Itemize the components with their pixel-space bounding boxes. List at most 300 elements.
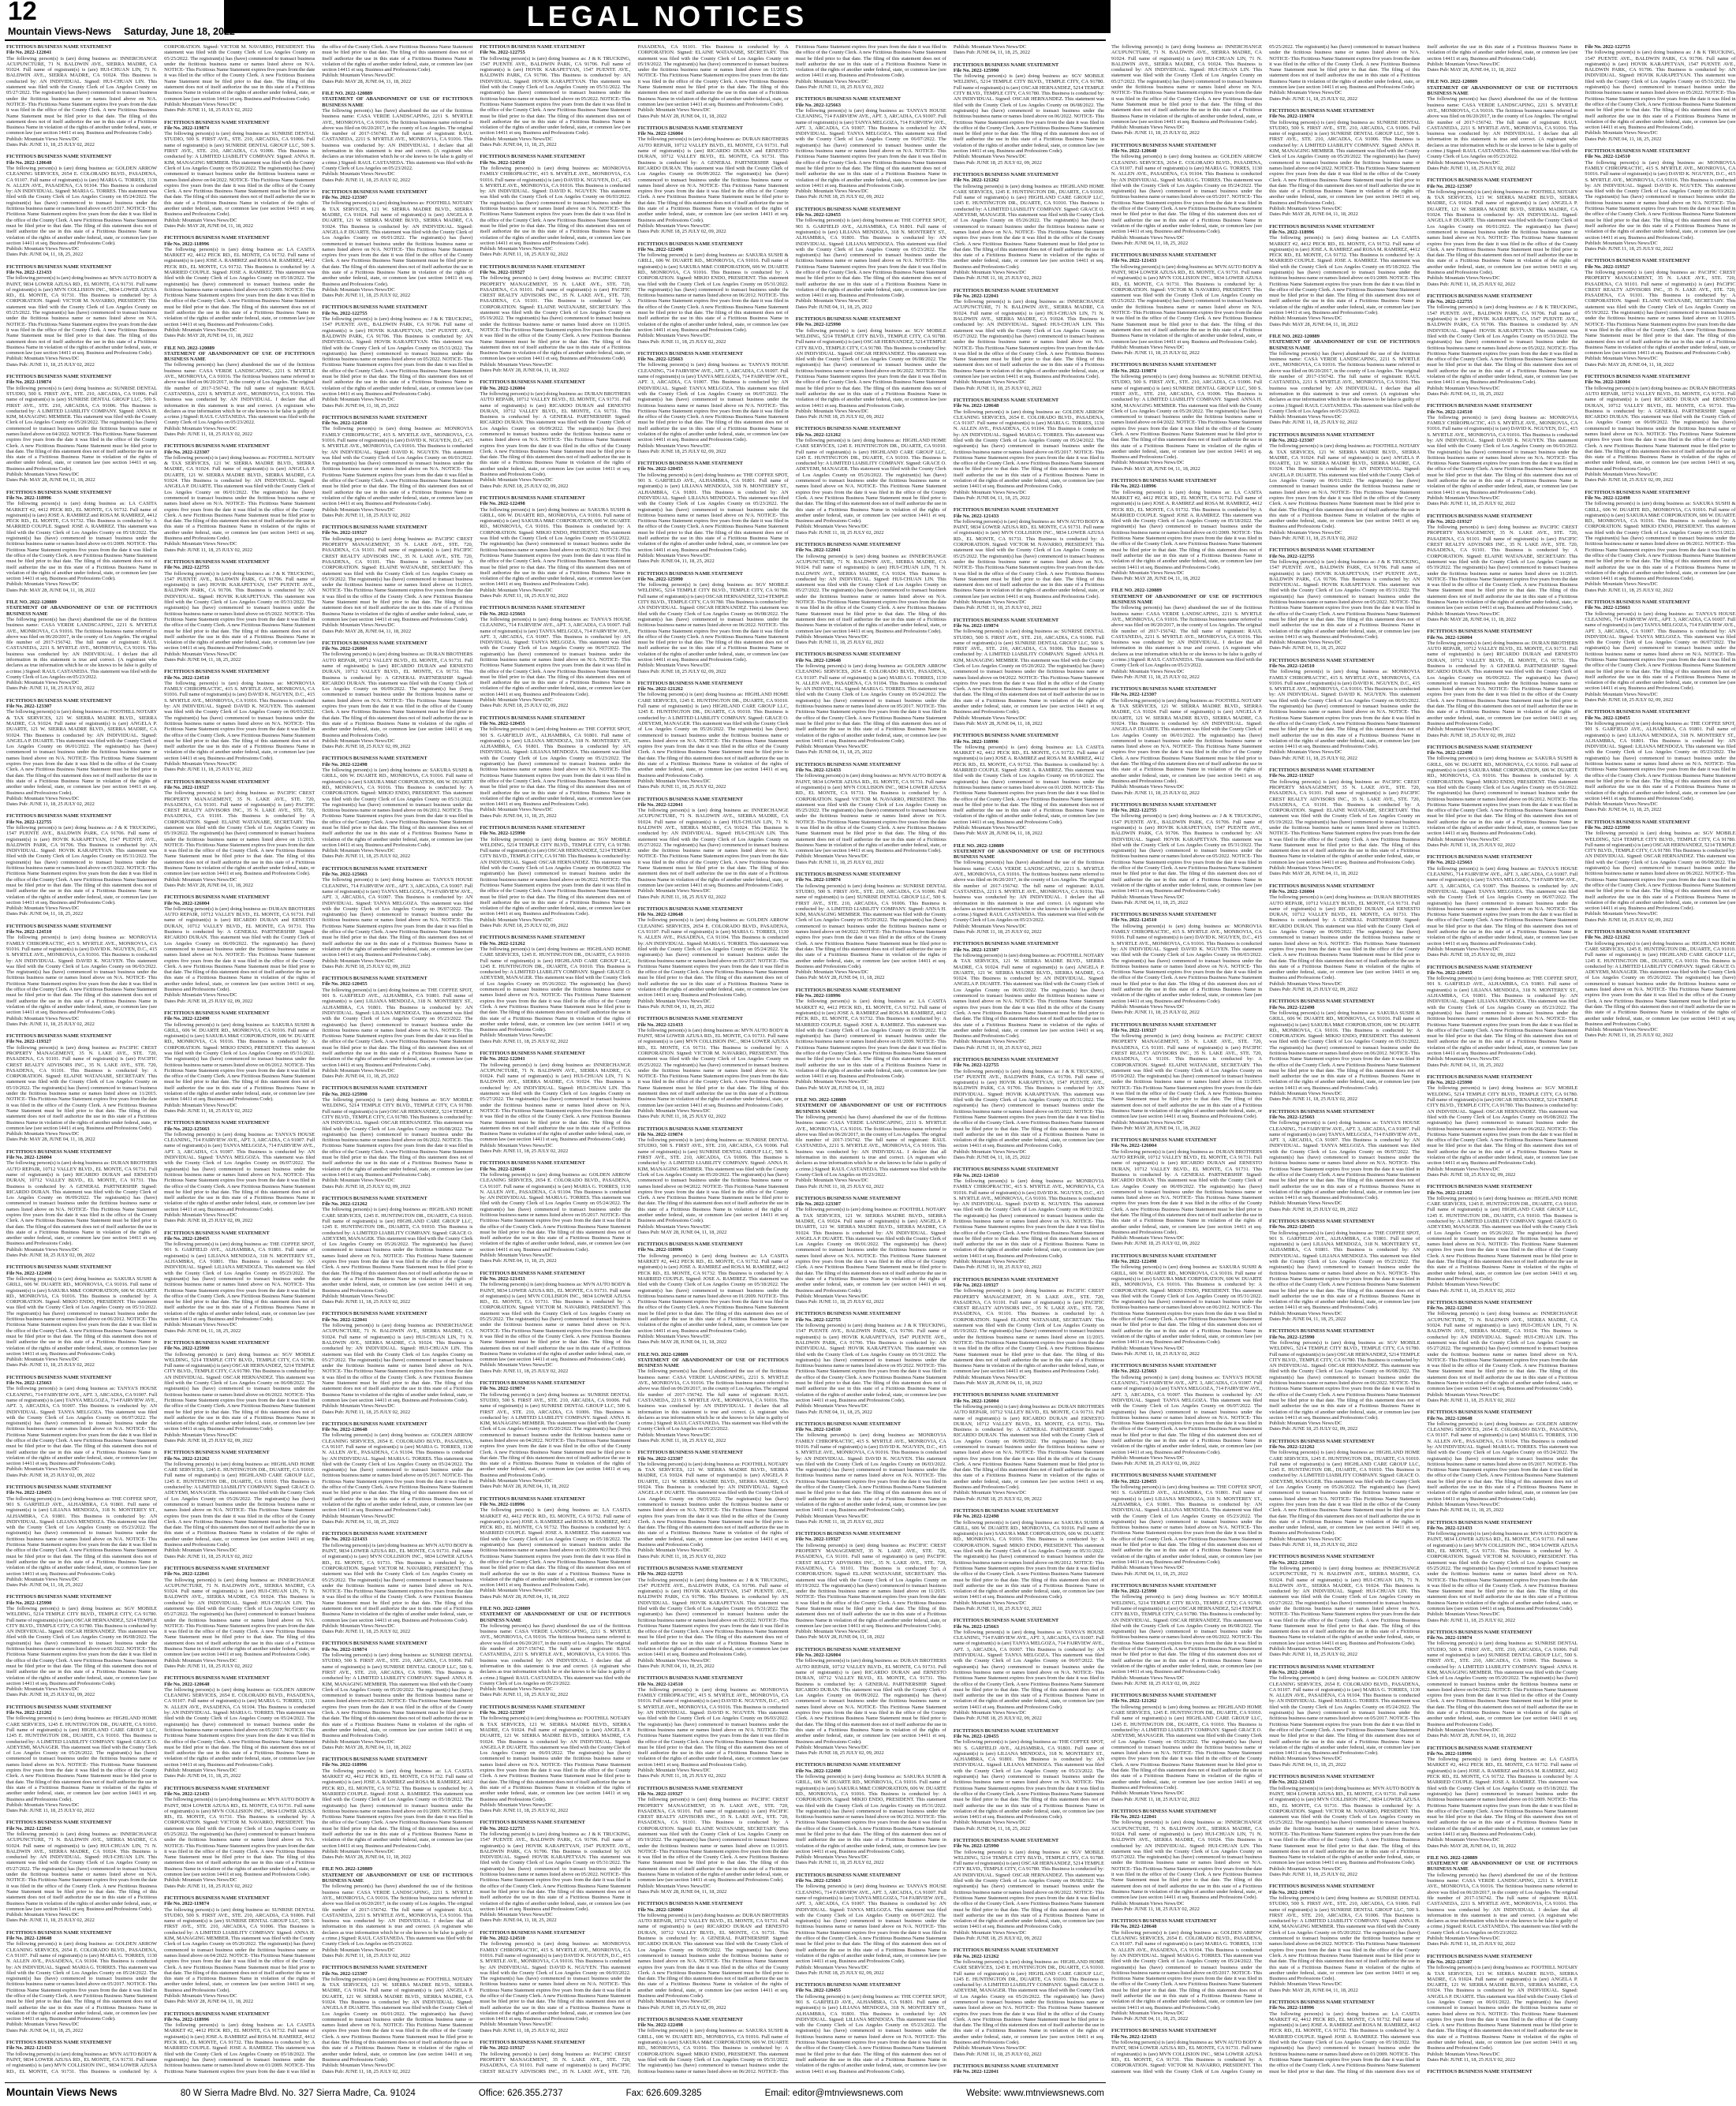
- notice-publish-line: Dates Pub: JUNE 11, 18, 25 JULY 02, 2022: [1427, 1287, 1516, 1294]
- legal-notice: [1427, 1746, 1577, 1849]
- notice-publish-line: Publish: Mountain Views News/DC: [6, 1131, 80, 1137]
- notice-publish-line: Dates Pub: JUNE 18, 25 JULY 02, 09, 2022: [1111, 1680, 1200, 1686]
- notice-body: The following person(s) is (are) doing business as: TANYA'S HOUSE CLEANING, 714 FAIRVIEW AVE., APT. 3, ARCADIA, CA 91007. Full name of registrant(s) is (are) TANYA MELGOZA, 714 FAIRVIEW AVE., APT. 3, ARCADIA, CA 91007. This Business is conducted by: AN INDIVIDUAL. Signed: TANYA MELGOZA. This statement was filed with the County Clerk of Los Angeles County on 06/07/2022. The registrant(s) has (have) commenced to transact business under the fictitious business name or names listed above on N/A. NOTICE- This Fictitious Name Statement expires five years from the date it was filed in the office of the County Clerk. A new Fictitious Business Name Statement must be filed prior to that date. The filing of this statement does not of itself authorize the use in this state of a Fictitious Business Name in violation of the rights of another under federal, state, or common law (see section 14411 et seq. Business and Professions Code).: [795, 1884, 946, 1965]
- notice-publish-line: Dates Pub: JUNE 11, 18, 25 JULY 02, 2022: [164, 1553, 252, 1559]
- notice-heading-line: FICTITIOUS BUSINESS NAME STATEMENT: [6, 374, 112, 380]
- notice-heading-line: File No. 2022-126004: [1427, 634, 1473, 640]
- notice-publish-line: Dates Pub: MAY 28, JUNE 04, 11, 18, 2022: [480, 1593, 569, 1600]
- notice-heading-line: File No. 2022-125663: [6, 1380, 52, 1387]
- notice-heading-line: File No. 2022-126004: [953, 1398, 999, 1404]
- legal-notice: [480, 605, 630, 708]
- notice-publish-line: Publish: Mountain Views News/DC: [1427, 1936, 1500, 1942]
- notice-publish-line: Dates Pub: MAY 28, JUNE 04, 11, 18, 2022: [164, 882, 253, 888]
- notice-body: The following person(s) is (are) doing business as: MONROVIA FAMILY CHIROPRACTIC, 415 S. MYRTLE AVE., MONROVIA, CA 91016. Full name of registrant(s) is (are) DAVID K. NGUYEN, D.C., 415 S. MYRTLE AVE., MONROVIA, CA 91016. This Business is conducted by: AN INDIVIDUAL. Signed: DAVID K. NGUYEN. This statement was filed with the County Clerk of Los Angeles County on 06/03/2022. The registrant(s) has (have) commenced to transact business under the fictitious business name or names listed above on N/A. NOTICE- This Fictitious Name Statement expires five years from the date it was filed in the office of the County Clerk. A new Fictitious Business Name Statement must be filed prior to that date. The filing of this statement does not of itself authorize the use in this state of a Fictitious Business Name in violation of the rights of another under federal, state, or common law (see section 14411 et seq. Business and Professions Code).: [480, 165, 631, 246]
- notice-heading-line: File No. 2022-126004: [322, 646, 368, 652]
- notice-publish-line: Dates Pub: JUNE 11, 18, 25 JULY 02, 2022: [1427, 501, 1516, 507]
- notice-publish-line: Dates Pub: MAY 28, JUNE 04, 11, 18, 2022: [322, 1854, 412, 1861]
- notice-body: The following person(s) is (are) doing business as: GOLDEN ARROW CLEANING SERVICES, 2654 E. COLORADO BLVD., PASADENA, CA 91107. Full name of registrant(s) is (are) MARIA G. TORRES, 1130 N. ALLEN AVE., PASADENA, CA 91104. This Business is conducted by: AN INDIVIDUAL. Signed: MARIA G. TORRES. This statement was filed with the County Clerk of Los Angeles County on 05/24/2022. The registrant(s) has (have) commenced to transact business under the fictitious business name or names listed above on 05/2017. NOTICE- This Fictitious Name Statement expires five years from the date it was filed in the office of the County Clerk. A new Fictitious Business Name Statement must be filed prior to that date. The filing of this statement does not of itself authorize the use in this state of a Fictitious Business Name in violation of the rights of another under federal, state, or common law (see section 14411 et seq. Business and Professions Code).: [953, 409, 1104, 490]
- notice-heading-line: File No. 2022-122041: [1269, 1559, 1315, 1566]
- notice-heading-line: FICTITIOUS BUSINESS NAME STATEMENT: [953, 1507, 1059, 1514]
- notice-body: The following person(s) is (are) doing business as: THE COFFEE SPOT, 901 S. GARFIELD AVE., ALHAMBRA, CA 91801. Full name of registrant(s) is (are) LILIANA MENDOZA, 318 N. MONTEREY ST., ALHAMBRA, CA 91801. This Business is conducted by: AN INDIVIDUAL. Signed: LILIANA MENDOZA. This statement was filed with the County Clerk of Los Angeles County on 05/23/2022. The registrant(s) has (have) commenced to transact business under the fictitious business name or names listed above on N/A. NOTICE- This Fictitious Name Statement expires five years from the date it was filed in the office of the County Clerk. A new Fictitious Business Name Statement must be filed prior to that date. The filing of this statement does not of itself authorize the use in this state of a Fictitious Business Name in violation of the rights of another under federal, state, or common law (see section 14411 et seq. Business and Professions Code).: [953, 1739, 1104, 1820]
- notice-heading-line: File No. 2022-118996: [1269, 2005, 1315, 2011]
- notice-publish-line: Publish: Mountain Views News/DC: [1269, 1310, 1342, 1316]
- notice-publish-line: Dates Pub: JUNE 11, 18, 25 JULY 02, 2022: [1269, 1872, 1357, 1878]
- notice-body: The following person(s) is (are) doing business as: MONROVIA FAMILY CHIROPRACTIC, 415 S. MYRTLE AVE., MONROVIA, CA 91016. Full name of registrant(s) is (are) DAVID K. NGUYEN, D.C., 415 S. MYRTLE AVE., MONROVIA, CA 91016. This Business is conducted by: AN INDIVIDUAL. Signed: DAVID K. NGUYEN. This statement was filed with the County Clerk of Los Angeles County on 06/03/2022. The registrant(s) has (have) commenced to transact business under the fictitious business name or names listed above on N/A. NOTICE- This Fictitious Name Statement expires five years from the date it was filed in the office of the County Clerk. A new Fictitious Business Name Statement must be filed prior to that date. The filing of this statement does not of itself authorize the use in this state of a Fictitious Business Name in violation of the rights of another under federal, state, or common law (see section 14411 et seq. Business and Professions Code).: [1111, 923, 1263, 1004]
- notice-body: The following person(s) is (are) doing business as: SAKURA SUSHI & GRILL, 606 W. DUARTE RD., MONROVIA, CA 91016. Full name of registrant(s) is (are) SAKURA M&E CORPORATION, 606 W. DUARTE RD., MONROVIA, CA 91016. This Business is conducted by: A CORPORATION. Signed: MIKIO ENDO, PRESIDENT. This statement was filed with the County Clerk of Los Angeles County on 05/31/2022. The registrant(s) has (have) commenced to transact business under the fictitious business name or names listed above on 06/2012. NOTICE- This Fictitious Name Statement expires five years from the date it was filed in the office of the County Clerk. A new Fictitious Business Name Statement must be filed prior to that date. The filing of this statement does not of itself authorize the use in this state of a Fictitious Business Name in violation of the rights of another under federal, state, or common law (see section 14411 et seq. Business and Professions Code).: [1585, 501, 1736, 582]
- notice-heading-line: FICTITIOUS BUSINESS NAME STATEMENT: [164, 1565, 270, 1571]
- notice-publish-line: Dates Pub: JUNE 04, 11, 18, 25, 2022: [480, 142, 557, 148]
- notice-heading-line: File No. 2022-121262: [953, 1953, 999, 1959]
- notice-heading-line: File No. 2022-120648: [1111, 148, 1157, 155]
- notice-heading-line: FICTITIOUS BUSINESS NAME STATEMENT: [953, 1727, 1059, 1734]
- notice-heading-line: FICTITIOUS BUSINESS NAME STATEMENT: [6, 1484, 112, 1491]
- legal-notice: [1111, 1918, 1262, 2022]
- notice-heading-line: File No. 2022-122755: [164, 565, 210, 571]
- notice-heading-line: FILE NO. 2022-120889: [6, 599, 57, 606]
- footer-fax: Fax: 626.609.3285: [625, 2089, 702, 2098]
- notice-publish-line: Dates Pub: JUNE 04, 11, 18, 25, 2022: [953, 495, 1030, 501]
- notice-body: The following person(s) is (are) doing business as: SAKURA SUSHI & GRILL, 606 W. DUARTE RD., MONROVIA, CA 91016. Full name of registrant(s) is (are) SAKURA M&E CORPORATION, 606 W. DUARTE RD., MONROVIA, CA 91016. This Business is conducted by: A CORPORATION. Signed: MIKIO ENDO, PRESIDENT. This statement was filed with the County Clerk of Los Angeles County on 05/31/2022. The registrant(s) has (have) commenced to transact business under the fictitious business name or names listed above on 06/2012. NOTICE- This Fictitious Name Statement expires five years from the date it was filed in the office of the County Clerk. A new Fictitious Business Name Statement must be filed prior to that date. The filing of this statement does not of itself authorize the use in this state of a Fictitious Business Name in violation of the rights of another under federal, state, or common law (see section 14411 et seq. Business and Professions Code).: [1427, 756, 1578, 837]
- notice-publish-line: Dates Pub: JUNE 04, 11, 18, 25, 2022: [1269, 645, 1346, 652]
- notice-heading-line: FICTITIOUS BUSINESS NAME STATEMENT: [6, 263, 112, 270]
- notice-heading-line: FICTITIOUS BUSINESS NAME STATEMENT: [322, 304, 427, 311]
- notice-body: The following person(s) is (are) doing business as: HIGHLAND HOME CARE SERVICES, 1245 E. HUNTINGTON DR., DUARTE, CA 91010. Full name of registrant(s) is (are) HIGHLAND CARE GROUP LLC, 1245 E. HUNTINGTON DR., DUARTE, CA 91010. This Business is conducted by: A LIMITED LIABILITY COMPANY. Signed: GRACE O. ADEYEMI, MANAGER. This statement was filed with the County Clerk of Los Angeles County on 05/26/2022. The registrant(s) has (have) commenced to transact business under the fictitious business name or names listed above on N/A. NOTICE- This Fictitious Name Statement expires five years from the date it was filed in the office of the County Clerk. A new Fictitious Business Name Statement must be filed prior to that date. The filing of this statement does not of itself authorize the use in this state of a Fictitious Business Name in violation of the rights of another under federal, state, or common law (see section 14411 et seq. Business and Professions Code).: [1427, 1195, 1578, 1282]
- notice-publish-line: Publish: Mountain Views News/DC: [1269, 414, 1342, 420]
- notice-publish-line: Publish: Mountain Views News/DC: [480, 1686, 553, 1693]
- notice-heading-line: File No. 2022-121262: [480, 940, 525, 947]
- legal-notice: [322, 1641, 472, 1750]
- notice-publish-line: Publish: Mountain Views News/DC: [322, 1178, 395, 1184]
- legal-notice: [638, 125, 789, 235]
- legal-notice: [954, 1618, 1104, 1721]
- notice-body: The following person(s) is (are) doing business as: J & K TRUCKING, 1547 PUENTE AVE., BALDWIN PARK, CA 91706. Full name of registrant(s) is (are) HOVIK KARAPETYAN, 1547 PUENTE AVE., BALDWIN PARK, CA 91706. This Business is conducted by: AN INDIVIDUAL. Signed: HOVIK KARAPETYAN. This statement was filed with the County Clerk of Los Angeles County on 05/31/2022. The registrant(s) has (have) commenced to transact business under the fictitious business name or names listed above on 05/2022. NOTICE- This Fictitious Name Statement expires five years from the date it was filed in the office of the County Clerk. A new Fictitious Business Name Statement must be filed prior to that date. The filing of this statement does not of itself authorize the use in this state of a Fictitious Business Name in violation of the rights of another under federal, state, or common law (see section 14411 et seq. Business and Professions Code).: [637, 1577, 789, 1658]
- notice-heading-line: File No. 2022-126004: [1269, 888, 1315, 894]
- notice-body: The following person(s) is (are) doing business as: FOOTHILL NOTARY & TAX SERVICES, 121 W. SIERRA MADRE BLVD., SIERRA MADRE, CA 91024. Full name of registrant(s) is (are) ANGELA P. DUARTE, 121 W. SIERRA MADRE BLVD., SIERRA MADRE, CA 91024. This Business is conducted by: AN INDIVIDUAL. Signed: ANGELA P. DUARTE. This statement was filed with the County Clerk of Los Angeles County on 06/01/2022. The registrant(s) has (have) commenced to transact business under the fictitious business name or names listed above on N/A. NOTICE- This Fictitious Name Statement expires five years from the date it was filed in the office of the County Clerk. A new Fictitious Business Name Statement must be filed prior to that date. The filing of this statement does not of itself authorize the use in this state of a Fictitious Business Name in violation of the rights of another under federal, state, or common law (see section 14411 et seq. Business and Professions Code).: [322, 1976, 473, 2063]
- notice-heading-line: FICTITIOUS BUSINESS NAME STATEMENT: [795, 987, 902, 993]
- legal-notice: [6, 490, 157, 593]
- notice-publish-line: Dates Pub: JUNE 11, 18, 25 JULY 02, 2022: [795, 1183, 884, 1189]
- notice-heading-line: File No. 2022-120648: [164, 1681, 210, 1687]
- legal-notice: [322, 189, 472, 299]
- notice-publish-line: Dates Pub: MAY 28, JUNE 04, 11, 18, 2022: [1269, 211, 1358, 218]
- notice-publish-line: Dates Pub: JUNE 04, 11, 18, 25, 2022: [1427, 390, 1504, 397]
- notice-heading-line: File No. 2022-122498: [480, 501, 525, 507]
- notice-publish-line: Dates Pub: JUNE 04, 11, 18, 25, 2022: [1269, 1761, 1346, 1768]
- notice-publish-line: Publish: Mountain Views News/DC: [480, 477, 553, 484]
- notice-publish-line: Dates Pub: JUNE 04, 11, 18, 25, 2022: [322, 402, 399, 409]
- notice-publish-line: Dates Pub: JUNE 11, 18, 25 JULY 02, 2022: [1427, 165, 1516, 171]
- notice-heading-line: FICTITIOUS BUSINESS NAME STATEMENT: [637, 1016, 743, 1022]
- legal-notice: [1427, 629, 1577, 738]
- notice-body: The following person(s) is (are) doing business as: MONROVIA FAMILY CHIROPRACTIC, 415 S. MYRTLE AVE., MONROVIA, CA 91016. Full name of registrant(s) is (are) DAVID K. NGUYEN, D.C., 415 S. MYRTLE AVE., MONROVIA, CA 91016. This Business is conducted by: AN INDIVIDUAL. Signed: DAVID K. NGUYEN. This statement was filed with the County Clerk of Los Angeles County on 06/03/2022. The registrant(s) has (have) commenced to transact business under the fictitious business name or names listed above on N/A. NOTICE- This Fictitious Name Statement expires five years from the date it was filed in the office of the County Clerk. A new Fictitious Business Name Statement must be filed prior to that date. The filing of this statement does not of itself authorize the use in this state of a Fictitious Business Name in violation of the rights of another under federal, state, or common law (see section 14411 et seq. Business and Professions Code).: [1585, 159, 1736, 241]
- notice-publish-line: Dates Pub: MAY 28, JUNE 04, 11, 18, 2022: [637, 1339, 727, 1346]
- notice-heading-line: FICTITIOUS BUSINESS NAME STATEMENT: [1585, 374, 1690, 380]
- notice-publish-line: Publish: Mountain Views News/DC: [1111, 1900, 1185, 1906]
- notice-publish-line: Publish: Mountain Views News/DC: [795, 1854, 869, 1861]
- notice-publish-line: Dates Pub: JUNE 18, 25 JULY 02, 09, 2022: [6, 1253, 95, 1259]
- notice-publish-line: Dates Pub: JUNE 11, 18, 25 JULY 02, 2022: [1269, 420, 1357, 426]
- notice-heading-line: File No. 2022-121433: [1111, 258, 1157, 264]
- notice-heading-line: File No. 2022-125990: [1427, 1080, 1473, 1086]
- notice-publish-line: Publish: Mountain Views News/DC: [164, 876, 237, 883]
- notice-body: The following person(s) is (are) doing business as: J & K TRUCKING, 1547 PUENTE AVE., BALDWIN PARK, CA 91706. Full name of registrant(s) is (are) HOVIK KARAPETYAN, 1547 PUENTE AVE., BALDWIN PARK, CA 91706. This Business is conducted by: AN INDIVIDUAL. Signed: HOVIK KARAPETYAN. This statement was filed with the County Clerk of Los Angeles County on 05/31/2022. The registrant(s) has (have) commenced to transact business under the fictitious business name or names listed above on 05/2022. NOTICE- This Fictitious Name Statement expires five years from the date it was filed in the office of the County Clerk. A new Fictitious Business Name Statement must be filed prior to that date. The filing of this statement does not of itself authorize the use in this state of a Fictitious Business Name in violation of the rights of another under federal, state, or common law (see section 14411 et seq. Business and Professions Code).: [480, 1831, 631, 1912]
- notice-publish-line: Publish: Mountain Views News/DC: [1269, 640, 1342, 646]
- notice-publish-line: Publish: Mountain Views News/DC: [322, 2063, 395, 2069]
- notice-body: The following person(s) is (are) doing business as: SAKURA SUSHI & GRILL, 606 W. DUARTE RD., MONROVIA, CA 91016. Full name of registrant(s) is (are) SAKURA M&E CORPORATION, 606 W. DUARTE RD., MONROVIA, CA 91016. This Business is conducted by: A CORPORATION. Signed: MIKIO ENDO, PRESIDENT. This statement was filed with the County Clerk of Los Angeles County on 05/31/2022. The registrant(s) has (have) commenced to transact business under the fictitious business name or names listed above on 06/2012. NOTICE- This Fictitious Name Statement expires five years from the date it was filed in the office of the County Clerk. A new Fictitious Business Name Statement must be filed prior to that date. The filing of this statement does not of itself authorize the use in this state of a Fictitious Business Name in violation of the rights of another under federal, state, or common law (see section 14411 et seq. Business and Professions Code).: [953, 1519, 1104, 1600]
- legal-notice: [638, 351, 789, 454]
- notice-heading-line: FICTITIOUS BUSINESS NAME STATEMENT: [953, 617, 1059, 623]
- notice-heading-line: STATEMENT OF ABANDONMENT OF USE OF FICTITIOUS BUSINESS NAME: [1427, 1861, 1578, 1873]
- notice-publish-line: Dates Pub: JUNE 04, 11, 18, 25, 2022: [795, 749, 872, 756]
- notice-heading-line: FICTITIOUS BUSINESS NAME STATEMENT: [1111, 142, 1217, 148]
- notice-heading-line: FICTITIOUS BUSINESS NAME STATEMENT: [795, 1421, 902, 1427]
- legal-notice: [796, 1531, 946, 1641]
- notice-publish-line: Dates Pub: JUNE 04, 11, 18, 25, 2022: [637, 558, 715, 565]
- notice-heading-line: File No. 2022-118996: [1111, 484, 1156, 490]
- notice-publish-line: Dates Pub: JUNE 18, 25 JULY 02, 09, 2022: [1427, 1171, 1516, 1178]
- notice-publish-line: Publish: Mountain Views News/DC: [164, 1212, 237, 1218]
- notice-publish-line: Dates Pub: JUNE 04, 11, 18, 25, 2022: [1585, 807, 1662, 813]
- notice-heading-line: File No. 2022-119874: [480, 1386, 525, 1392]
- notice-body: The following person(s) is (are) doing business as: PACIFIC CREST PROPERTY MANAGEMENT, 35 N. LAKE AVE., STE. 720, PASADENA, CA 91101. Full name of registrant(s) is (are) PACIFIC CREST REALTY ADVISORS INC., 35 N. LAKE AVE., STE. 720, PASADENA, CA 91101. This Business is conducted by: A CORPORATION. Signed: ELAINE WATANABE, SECRETARY. This statement was filed with the County Clerk of Los Angeles County on 05/19/2022. The registrant(s) has (have) commenced to transact business under the fictitious business name or names listed above on 11/2015. NOTICE- This Fictitious Name Statement expires five years from the date it was filed in the office of the County Clerk. A new Fictitious Business Name Statement must be filed prior to that date. The filing of this statement does not of itself authorize the use in this state of a Fictitious Business Name in violation of the rights of another under federal, state, or common law (see section 14411 et seq. Business and Professions Code).: [6, 1044, 158, 1131]
- notice-heading-line: FILE NO. 2022-120889: [795, 1097, 846, 1103]
- notice-body: The following person(s) is (are) doing business as: INNERCHANGE ACUPUNCTURE, 71 N. BALDWIN AVE., SIERRA MADRE, CA 91024. Full name of registrant(s) is (are) HUI-CHUAN LIN, 71 N. BALDWIN AVE., SIERRA MADRE, CA 91024. This Business is conducted by: AN INDIVIDUAL. Signed: HUI-CHUAN LIN. This statement was filed with the County Clerk of Los Angeles County on 05/27/2022. The registrant(s) has (have) commenced to transact business under the fictitious business name or names listed above on N/A. NOTICE- This Fictitious Name Statement expires five years from the date it was filed in the office of the County Clerk. A new Fictitious Business Name Statement must be filed prior to that date. The filing of this statement does not of itself authorize the use in this state of a Fictitious Business Name in violation of the rights of another under federal, state, or common law (see section 14411 et seq. Business and Professions Code).: [164, 1577, 315, 1658]
- notice-publish-line: Publish: Mountain Views News/DC: [1427, 385, 1500, 391]
- notice-body: The following person(s) is (are) doing business as: PACIFIC CREST PROPERTY MANAGEMENT, 35 N. LAKE AVE., STE. 720, PASADENA, CA 91101. Full name of registrant(s) is (are) PACIFIC CREST REALTY ADVISORS INC., 35 N. LAKE AVE., STE. 720, PASADENA, CA 91101. This Business is conducted by: A CORPORATION. Signed: ELAINE WATANABE, SECRETARY. This statement was filed with the County Clerk of Los Angeles County on 05/19/2022. The registrant(s) has (have) commenced to transact business under the fictitious business name or names listed above on 11/2015. NOTICE- This Fictitious Name Statement expires five years from the date it was filed in the office of the County Clerk. A new Fictitious Business Name Statement must be filed prior to that date. The filing of this statement does not of itself authorize the use in this state of a Fictitious Business Name in violation of the rights of another under federal, state, or common law (see section 14411 et seq. Business and Professions Code).: [480, 275, 631, 362]
- notice-publish-line: Publish: Mountain Views News/DC: [1269, 1756, 1342, 1762]
- notice-publish-line: Publish: Mountain Views News/DC: [637, 778, 711, 784]
- notice-body: The following person(s) is (are) doing business as: MVN AUTO BODY & PAINT, 9834 LOWER AZUSA RD., EL MONTE, CA 91731. Full name of registrant(s) is (are) MVN COLLISION INC., 9834 LOWER AZUSA RD., EL MONTE, CA 91731. This Business is conducted by: A CORPORATION. Signed: VICTOR M. NAVARRO, PRESIDENT. This statement was filed with the County Clerk of Los Angeles County on 05/25/2022. The registrant(s) has (have) commenced to transact business under the fictitious business name or names listed above on N/A. NOTICE- This Fictitious Name Statement expires five years from the date it was filed in the office of the County Clerk. A new Fictitious Business Name Statement must be filed prior to that date. The filing of this statement does not of itself authorize the use in this state of a Fictitious Business Name in violation of the rights of another under federal, state, or common law (see section 14411 et seq. Business and Professions Code).: [637, 1027, 789, 1108]
- footer-rule: [5, 2082, 1106, 2083]
- notice-publish-line: Publish: Mountain Views News/DC: [164, 1877, 237, 1884]
- notice-heading-line: FICTITIOUS BUSINESS NAME STATEMENT: [1111, 1473, 1217, 1479]
- notice-publish-line: Publish: Mountain Views News/DC: [1427, 275, 1500, 282]
- notice-body: The following person(s) is (are) doing business as: GOLDEN ARROW CLEANING SERVICES, 2654 E. COLORADO BLVD., PASADENA, CA 91107. Full name of registrant(s) is (are) MARIA G. TORRES, 1130 N. ALLEN AVE., PASADENA, CA 91104. This Business is conducted by: AN INDIVIDUAL. Signed: MARIA G. TORRES. This statement was filed with the County Clerk of Los Angeles County on 05/24/2022. The registrant(s) has (have) commenced to transact business under the fictitious business name or names listed above on 05/2017. NOTICE- This Fictitious Name Statement expires five years from the date it was filed in the office of the County Clerk. A new Fictitious Business Name Statement must be filed prior to that date. The filing of this statement does not of itself authorize the use in this state of a Fictitious Business Name in violation of the rights of another under federal, state, or common law (see section 14411 et seq. Business and Professions Code).: [6, 165, 158, 246]
- notice-publish-line: Publish: Mountain Views News/DC: [1269, 316, 1342, 322]
- notice-publish-line: Publish: Mountain Views News/DC: [795, 78, 869, 84]
- notice-body: The following person(s) is (are) doing business as: MVN AUTO BODY & PAINT, 9834 LOWER AZUSA RD., EL MONTE, CA 91731. Full name of registrant(s) is (are) MVN COLLISION INC., 9834 LOWER AZUSA RD., EL MONTE, CA 91731. This Business is conducted by: A CORPORATION. Signed: VICTOR M. NAVARRO, PRESIDENT. This statement was filed with the County Clerk of Los Angeles County on 05/25/2022. The registrant(s) has (have) commenced to transact business under the fictitious business name or names listed above on N/A. NOTICE- This Fictitious Name Statement expires five years from the date it was filed in the office of the County Clerk. A new Fictitious Business Name Statement must be filed prior to that date. The filing of this statement does not of itself authorize the use in this state of a Fictitious Business Name in violation of the rights of another under federal, state, or common law (see section 14411 et seq. Business and Professions Code).: [322, 1542, 473, 1623]
- legal-notice: [1269, 658, 1420, 761]
- legal-notice: [796, 207, 946, 310]
- notice-heading-line: FICTITIOUS BUSINESS NAME STATEMENT: [322, 525, 427, 531]
- notice-heading-line: File No. 2022-119874: [953, 622, 999, 629]
- notice-body: The following person(s) is (are) doing business as: J & K TRUCKING, 1547 PUENTE AVE., BALDWIN PARK, CA 91706. Full name of registrant(s) is (are) HOVIK KARAPETYAN, 1547 PUENTE AVE., BALDWIN PARK, CA 91706. This Business is conducted by: AN INDIVIDUAL. Signed: HOVIK KARAPETYAN. This statement was filed with the County Clerk of Los Angeles County on 05/31/2022. The registrant(s) has (have) commenced to transact business under the fictitious business name or names listed above on 05/2022. NOTICE- This Fictitious Name Statement expires five years from the date it was filed in the office of the County Clerk. A new Fictitious Business Name Statement must be filed prior to that date. The filing of this statement does not of itself authorize the use in this state of a Fictitious Business Name in violation of the rights of another under federal, state, or common law (see section 14411 et seq. Business and Professions Code).: [1111, 813, 1263, 894]
- notice-heading-line: File No. 2022-122041: [322, 1316, 368, 1323]
- notice-body: The following person(s) is (are) doing business as: PACIFIC CREST PROPERTY MANAGEMENT, 35 N. LAKE AVE., STE. 720, PASADENA, CA 91101. Full name of registrant(s) is (are) PACIFIC CREST REALTY ADVISORS INC., 35 N. LAKE AVE., STE. 720, PASADENA, CA 91101. This Business is conducted by: A CORPORATION. Signed: ELAINE WATANABE, SECRETARY. This statement was filed with the County Clerk of Los Angeles County on 05/19/2022. The registrant(s) has (have) commenced to transact business under the fictitious business name or names listed above on 11/2015. NOTICE- This Fictitious Name Statement expires five years from the date it was filed in the office of the County Clerk. A new Fictitious Business Name Statement must be filed prior to that date. The filing of this statement does not of itself authorize the use in this state of a Fictitious Business Name in violation of the rights of another under federal, state, or common law (see section 14411 et seq. Business and Professions Code).: [953, 1288, 1104, 1375]
- notice-heading-line: File No. 2022-120648: [1269, 1669, 1315, 1675]
- legal-notice: [796, 542, 946, 645]
- notice-heading-line: File No. 2022-123307: [637, 1455, 683, 1462]
- notice-heading-line: FICTITIOUS BUSINESS NAME STATEMENT: [1585, 258, 1690, 264]
- notice-heading-line: File No. 2022-119327: [1111, 1027, 1156, 1033]
- notice-heading-line: File No. 2022-124510: [6, 929, 52, 935]
- notice-heading-line: File No. 2022-125990: [637, 576, 683, 582]
- legal-notice: [796, 762, 946, 865]
- notice-publish-line: Dates Pub: JUNE 11, 18, 25 JULY 02, 2022: [953, 385, 1042, 391]
- notice-publish-line: Dates Pub: JUNE 11, 18, 25 JULY 02, 2022: [6, 1808, 95, 1814]
- notice-publish-line: Dates Pub: MAY 28, JUNE 04, 11, 18, 2022: [1111, 465, 1200, 472]
- notice-heading-line: FICTITIOUS BUSINESS NAME STATEMENT: [322, 1421, 427, 1427]
- notice-heading-line: File No. 2022-122498: [1269, 1004, 1315, 1010]
- notice-heading-line: File No. 2022-119874: [795, 877, 841, 883]
- notice-heading-line: File No. 2022-118996: [480, 1501, 525, 1507]
- notice-heading-line: File No. 2022-120455: [795, 1988, 842, 1994]
- banner-title: LEGAL NOTICES: [526, 0, 808, 32]
- legal-notice: [954, 843, 1104, 935]
- legal-notice: [480, 715, 630, 819]
- legal-notice: [164, 235, 315, 338]
- notice-body: The following person(s) is (are) doing business as: PACIFIC CREST PROPERTY MANAGEMENT, 35 N. LAKE AVE., STE. 720, PASADENA, CA 91101. Full name of registrant(s) is (are) PACIFIC CREST REALTY ADVISORS INC., 35 N. LAKE AVE., STE. 720, PASADENA, CA 91101. This Business is conducted by: A CORPORATION. Signed: ELAINE WATANABE, SECRETARY. This statement was filed with the County Clerk of Los Angeles County on 05/19/2022. The registrant(s) has (have) commenced to transact business under the fictitious business name or names listed above on 11/2015. NOTICE- This Fictitious Name Statement expires five years from the date it was filed in the office of the County Clerk. A new Fictitious Business Name Statement must be filed prior to that date. The filing of this statement does not of itself authorize the use in this state of a Fictitious Business Name in violation of the rights of another under federal, state, or common law (see section 14411 et seq. Business and Professions Code).: [322, 536, 473, 622]
- notice-heading-line: File No. 2022-123307: [6, 704, 52, 710]
- legal-notice: [322, 1531, 472, 1634]
- notice-publish-line: Dates Pub: JUNE 18, 25 JULY 02, 09, 2022: [1269, 987, 1358, 993]
- notice-publish-line: Publish: Mountain Views News/DC: [1427, 61, 1500, 67]
- notice-heading-line: File No. 2022-121262: [1269, 1443, 1315, 1450]
- legal-notice: [6, 1375, 157, 1478]
- notice-publish-line: Publish: Mountain Views News/DC: [480, 1032, 553, 1039]
- legal-notice: [1269, 883, 1420, 993]
- notice-body: The following person(s) is (are) doing business as: DURAN BROTHERS AUTO REPAIR, 10712 VALLEY BLVD., EL MONTE, CA 91731. Full name of registrant(s) is (are) RICARDO DURAN and ERNESTO DURAN, 10712 VALLEY BLVD., EL MONTE, CA 91731. This Business is conducted by: A GENERAL PARTNERSHIP. Signed: RICARDO DURAN. This statement was filed with the County Clerk of Los Angeles County on 06/09/2022. The registrant(s) has (have) commenced to transact business under the fictitious business name or names listed above on N/A. NOTICE- This Fictitious Name Statement expires five years from the date it was filed in the office of the County Clerk. A new Fictitious Business Name Statement must be filed prior to that date. The filing of this statement does not of itself authorize the use in this state of a Fictitious Business Name in violation of the rights of another under federal, state, or common law (see section 14411 et seq. Business and Professions Code).: [953, 1403, 1104, 1491]
- legal-notice: [954, 1392, 1104, 1502]
- notice-body: The following person(s) is (are) doing business as: FOOTHILL NOTARY & TAX SERVICES, 121 W. SIERRA MADRE BLVD., SIERRA MADRE, CA 91024. Full name of registrant(s) is (are) ANGELA P. DUARTE, 121 W. SIERRA MADRE BLVD., SIERRA MADRE, CA 91024. This Business is conducted by: AN INDIVIDUAL. Signed: ANGELA P. DUARTE. This statement was filed with the County Clerk of Los Angeles County on 06/01/2022. The registrant(s) has (have) commenced to transact business under the fictitious business name or names listed above on N/A. NOTICE- This Fictitious Name Statement expires five years from the date it was filed in the office of the County Clerk. A new Fictitious Business Name Statement must be filed prior to that date. The filing of this statement does not of itself authorize the use in this state of a Fictitious Business Name in violation of the rights of another under federal, state, or common law (see section 14411 et seq. Business and Professions Code).: [480, 1716, 631, 1802]
- legal-notice: [6, 813, 157, 917]
- notice-publish-line: Publish: Mountain Views News/DC: [1269, 980, 1342, 987]
- notice-body: The following person(s) is (are) doing business as: PACIFIC CREST PROPERTY MANAGEMENT, 35 N. LAKE AVE., STE. 720, PASADENA, CA 91101. Full name of registrant(s) is (are) PACIFIC CREST REALTY ADVISORS INC., 35 N. LAKE AVE., STE. 720, PASADENA, CA 91101. This Business is conducted by: A CORPORATION. Signed: ELAINE WATANABE, SECRETARY. This statement was filed with the County Clerk of Los Angeles County on 05/19/2022. The registrant(s) has (have) commenced to transact business under the fictitious business name or names listed above on 11/2015. NOTICE- This Fictitious Name Statement expires five years from the date it was filed in the office of the County Clerk. A new Fictitious Business Name Statement must be filed prior to that date. The filing of this statement does not of itself authorize the use in this state of a Fictitious Business Name in violation of the rights of another under federal, state, or common law (see section 14411 et seq. Business and Professions Code).: [164, 790, 315, 877]
- notice-body: The following person(s) is (are) doing business as: DURAN BROTHERS AUTO REPAIR, 10712 VALLEY BLVD., EL MONTE, CA 91731. Full name of registrant(s) is (are) RICARDO DURAN and ERNESTO DURAN, 10712 VALLEY BLVD., EL MONTE, CA 91731. This Business is conducted by: A GENERAL PARTNERSHIP. Signed: RICARDO DURAN. This statement was filed with the County Clerk of Los Angeles County on 06/09/2022. The registrant(s) has (have) commenced to transact business under the fictitious business name or names listed above on N/A. NOTICE- This Fictitious Name Statement expires five years from the date it was filed in the office of the County Clerk. A new Fictitious Business Name Statement must be filed prior to that date. The filing of this statement does not of itself authorize the use in this state of a Fictitious Business Name in violation of the rights of another under federal, state, or common law (see section 14411 et seq. Business and Professions Code).: [1111, 1148, 1263, 1235]
- legal-notice: [1269, 334, 1420, 426]
- notice-publish-line: Publish: Mountain Views News/DC: [1269, 90, 1342, 96]
- notice-heading-line: FICTITIOUS BUSINESS NAME STATEMENT: [480, 263, 585, 270]
- notice-body: The following person(s) is (are) doing business as: MVN AUTO BODY & PAINT, 9834 LOWER AZUSA RD., EL MONTE, CA 91731. Full name of registrant(s) is (are) MVN COLLISION INC., 9834 LOWER AZUSA RD., EL MONTE, CA 91731. This Business is conducted by: A CORPORATION. Signed: VICTOR M. NAVARRO, PRESIDENT. This statement was filed with the County Clerk of Los Angeles County on 05/25/2022. The registrant(s) has (have) commenced to transact business under the fictitious business name or names listed above on N/A. NOTICE- This Fictitious Name Statement expires five years from the date it was filed in the office of the County Clerk. A new Fictitious Business Name Statement must be filed prior to that date. The filing of this statement does not of itself authorize the use in this state of a Fictitious Business Name in violation of the rights of another under federal, state, or common law (see section 14411 et seq. Business and Professions Code).: [6, 275, 158, 357]
- notice-heading-line: File No. 2022-121433: [1111, 2033, 1157, 2040]
- notice-publish-line: Publish: Mountain Views News/DC: [6, 356, 80, 362]
- notice-heading-line: File No. 2022-124510: [953, 1172, 999, 1178]
- legal-notice: [322, 756, 472, 859]
- notice-body: The following person(s) is (are) doing business as: SGV MOBILE WELDING, 5214 TEMPLE CITY BLVD., TEMPLE CITY, CA 91780. Full name of registrant(s) is (are) OSCAR HERNANDEZ, 5214 TEMPLE CITY BLVD., TEMPLE CITY, CA 91780. This Business is conducted by: AN INDIVIDUAL. Signed: OSCAR HERNANDEZ. This statement was filed with the County Clerk of Los Angeles County on 06/08/2022. The registrant(s) has (have) commenced to transact business under the fictitious business name or names listed above on 06/2022. NOTICE- This Fictitious Name Statement expires five years from the date it was filed in the office of the County Clerk. A new Fictitious Business Name Statement must be filed prior to that date. The filing of this statement does not of itself authorize the use in this state of a Fictitious Business Name in violation of the rights of another under federal, state, or common law (see section 14411 et seq. Business and Professions Code).: [322, 1097, 473, 1178]
- notice-publish-line: Dates Pub: JUNE 11, 18, 25 JULY 02, 2022: [953, 605, 1042, 611]
- notice-heading-line: FICTITIOUS BUSINESS NAME STATEMENT: [1111, 1253, 1217, 1259]
- notice-heading-line: FICTITIOUS BUSINESS NAME STATEMENT: [6, 44, 112, 50]
- legal-notice: [480, 825, 630, 928]
- notice-publish-line: Publish: Mountain Views News/DC: [6, 1686, 80, 1693]
- notice-body: The following person(s) is (are) doing business as: SGV MOBILE WELDING, 5214 TEMPLE CITY BLVD., TEMPLE CITY, CA 91780. Full name of registrant(s) is (are) OSCAR HERNANDEZ, 5214 TEMPLE CITY BLVD., TEMPLE CITY, CA 91780. This Business is conducted by: AN INDIVIDUAL. Signed: OSCAR HERNANDEZ. This statement was filed with the County Clerk of Los Angeles County on 06/08/2022. The registrant(s) has (have) commenced to transact business under the fictitious business name or names listed above on 06/2022. NOTICE- This Fictitious Name Statement expires five years from the date it was filed in the office of the County Clerk. A new Fictitious Business Name Statement must be filed prior to that date. The filing of this statement does not of itself authorize the use in this state of a Fictitious Business Name in violation of the rights of another under federal, state, or common law (see section 14411 et seq. Business and Professions Code).: [795, 327, 946, 409]
- legal-notice: [1269, 432, 1420, 542]
- legal-notice: [638, 681, 789, 790]
- notice-body: The following person(s) is (are) doing business as: GOLDEN ARROW CLEANING SERVICES, 2654 E. COLORADO BLVD., PASADENA, CA 91107. Full name of registrant(s) is (are) MARIA G. TORRES, 1130 N. ALLEN AVE., PASADENA, CA 91104. This Business is conducted by: AN INDIVIDUAL. Signed: MARIA G. TORRES. This statement was filed with the County Clerk of Los Angeles County on 05/24/2022. The registrant(s) has (have) commenced to transact business under the fictitious business name or names listed above on 05/2017. NOTICE- This Fictitious Name Statement expires five years from the date it was filed in the office of the County Clerk. A new Fictitious Business Name Statement must be filed prior to that date. The filing of this statement does not of itself authorize the use in this state of a Fictitious Business Name in violation of the rights of another under federal, state, or common law (see section 14411 et seq. Business and Professions Code).: [480, 1171, 631, 1253]
- notice-body: The following person(s) is (are) doing business as: LA CASITA MARKET #2, 4412 PECK RD., EL MONTE, CA 91732. Full name of registrant(s) is (are) JOSE A. RAMIREZ and ROSA M. RAMIREZ, 4412 PECK RD., EL MONTE, CA 91732. This Business is conducted by: A MARRIED COUPLE. Signed: JOSE A. RAMIREZ. This statement was filed with the County Clerk of Los Angeles County on 05/18/2022. The registrant(s) has (have) commenced to transact business under the fictitious business name or names listed above on 01/2009. NOTICE- This Fictitious Name Statement expires five years from the date it was filed in the office of the County Clerk. A new Fictitious Business Name Statement must be filed prior to that date. The filing of this statement does not of itself authorize the use in this state of a Fictitious Business Name in violation of the rights of another under federal, state, or common law (see section 14411 et seq. Business and Professions Code).: [1111, 489, 1263, 570]
- notice-heading-line: File No. 2022-125663: [1111, 1369, 1157, 1375]
- legal-notice: [1269, 1664, 1420, 1768]
- notice-body: The following person(s) is (are) doing business as: INNERCHANGE ACUPUNCTURE, 71 N. BALDWIN AVE., SIERRA MADRE, CA 91024. Full name of registrant(s) is (are) HUI-CHUAN LIN, 71 N. BALDWIN AVE., SIERRA MADRE, CA 91024. This Business is conducted by: AN INDIVIDUAL. Signed: HUI-CHUAN LIN. This statement was filed with the County Clerk of Los Angeles County on 05/27/2022. The registrant(s) has (have) commenced to transact business under the fictitious business name or names listed above on N/A. NOTICE- This Fictitious Name Statement expires five years from the date it was filed in the office of the County Clerk. A new Fictitious Business Name Statement must be filed prior to that date. The filing of this statement does not of itself authorize the use in this state of a Fictitious Business Name in violation of the rights of another under federal, state, or common law (see section 14411 et seq. Business and Professions Code).: [1111, 1820, 1263, 1901]
- notice-publish-line: Dates Pub: JUNE 11, 18, 25 JULY 02, 2022: [6, 1362, 95, 1369]
- notice-heading-line: FICTITIOUS BUSINESS NAME STATEMENT: [795, 316, 902, 323]
- notice-publish-line: Dates Pub: JUNE 11, 18, 25 JULY 02, 2022: [480, 252, 569, 258]
- notice-publish-line: Dates Pub: JUNE 11, 18, 25 JULY 02, 2022: [637, 1114, 726, 1120]
- legal-notice: [6, 698, 157, 808]
- notice-heading-line: STATEMENT OF ABANDONMENT OF USE OF FICTITIOUS BUSINESS NAME: [6, 605, 158, 617]
- notice-body: The following person(s) has (have) abandoned the use of the fictitious business name: CASA VERDE LANDSCAPING, 2211 S. MYRTLE AVE., MONROVIA, CA 91016. The fictitious business name referred to above was filed on 06/20/2017, in the county of Los Angeles. The original file number of 2017-156742. The full name of registrant: RAUL CASTANEDA, 2211 S. MYRTLE AVE., MONROVIA, CA 91016. This business was conducted by: AN INDIVIDUAL. I declare that all information in this statement is true and correct. (A registrant who declares as true information which he or she knows to be false is guilty of a crime.) Signed: RAUL CASTANEDA. This statement was filed with the County Clerk of Los Angeles on 05/23/2022.: [164, 362, 315, 426]
- legal-notice: [322, 1757, 472, 1860]
- notice-publish-line: Publish: Mountain Views News/DC: [1427, 495, 1500, 501]
- notice-heading-line: File No. 2022-122041: [1111, 1814, 1157, 1820]
- notice-body: The following person(s) is (are) doing business as: HIGHLAND HOME CARE SERVICES, 1245 E. HUNTINGTON DR., DUARTE, CA 91010. Full name of registrant(s) is (are) HIGHLAND CARE GROUP LLC, 1245 E. HUNTINGTON DR., DUARTE, CA 91010. This Business is conducted by: A LIMITED LIABILITY COMPANY. Signed: GRACE O. ADEYEMI, MANAGER. This statement was filed with the County Clerk of Los Angeles County on 05/26/2022. The registrant(s) has (have) commenced to transact business under the fictitious business name or names listed above on N/A. NOTICE- This Fictitious Name Statement expires five years from the date it was filed in the office of the County Clerk. A new Fictitious Business Name Statement must be filed prior to that date. The filing of this statement does not of itself authorize the use in this state of a Fictitious Business Name in violation of the rights of another under federal, state, or common law (see section 14411 et seq. Business and Professions Code).: [164, 1461, 315, 1548]
- notice-body: The following person(s) is (are) doing business as: THE COFFEE SPOT, 901 S. GARFIELD AVE., ALHAMBRA, CA 91801. Full name of registrant(s) is (are) LILIANA MENDOZA, 318 N. MONTEREY ST., ALHAMBRA, CA 91801. This Business is conducted by: AN INDIVIDUAL. Signed: LILIANA MENDOZA. This statement was filed with the County Clerk of Los Angeles County on 05/23/2022. The registrant(s) has (have) commenced to transact business under the fictitious business name or names listed above on N/A. NOTICE- This Fictitious Name Statement expires five years from the date it was filed in the office of the County Clerk. A new Fictitious Business Name Statement must be filed prior to that date. The filing of this statement does not of itself authorize the use in this state of a Fictitious Business Name in violation of the rights of another under federal, state, or common law (see section 14411 et seq. Business and Professions Code).: [480, 726, 631, 808]
- notice-heading-line: FICTITIOUS BUSINESS NAME STATEMENT: [795, 1195, 902, 1201]
- legal-notice: [480, 495, 630, 599]
- notice-body: The following person(s) is (are) doing business as: DURAN BROTHERS AUTO REPAIR, 10712 VALLEY BLVD., EL MONTE, CA 91731. Full name of registrant(s) is (are) RICARDO DURAN and ERNESTO DURAN, 10712 VALLEY BLVD., EL MONTE, CA 91731. This Business is conducted by: A GENERAL PARTNERSHIP. Signed: RICARDO DURAN. This statement was filed with the County Clerk of Los Angeles County on 06/09/2022. The registrant(s) has (have) commenced to transact business under the fictitious business name or names listed above on N/A. NOTICE- This Fictitious Name Statement expires five years from the date it was filed in the office of the County Clerk. A new Fictitious Business Name Statement must be filed prior to that date. The filing of this statement does not of itself authorize the use in this state of a Fictitious Business Name in violation of the rights of another under federal, state, or common law (see section 14411 et seq. Business and Professions Code).: [164, 906, 315, 993]
- notice-body: The following person(s) is (are) doing business as: HIGHLAND HOME CARE SERVICES, 1245 E. HUNTINGTON DR., DUARTE, CA 91010. Full name of registrant(s) is (are) HIGHLAND CARE GROUP LLC, 1245 E. HUNTINGTON DR., DUARTE, CA 91010. This Business is conducted by: A LIMITED LIABILITY COMPANY. Signed: GRACE O. ADEYEMI, MANAGER. This statement was filed with the County Clerk of Los Angeles County on 05/26/2022. The registrant(s) has (have) commenced to transact business under the fictitious business name or names listed above on N/A. NOTICE- This Fictitious Name Statement expires five years from the date it was filed in the office of the County Clerk. A new Fictitious Business Name Statement must be filed prior to that date. The filing of this statement does not of itself authorize the use in this state of a Fictitious Business Name in violation of the rights of another under federal, state, or common law (see section 14411 et seq. Business and Professions Code).: [322, 1207, 473, 1294]
- notice-body: The following person(s) is (are) doing business as: GOLDEN ARROW CLEANING SERVICES, 2654 E. COLORADO BLVD., PASADENA, CA 91107. Full name of registrant(s) is (are) MARIA G. TORRES, 1130 N. ALLEN AVE., PASADENA, CA 91104. This Business is conducted by: AN INDIVIDUAL. Signed: MARIA G. TORRES. This statement was filed with the County Clerk of Los Angeles County on 05/24/2022. The registrant(s) has (have) commenced to transact business under the fictitious business name or names listed above on 05/2017. NOTICE- This Fictitious Name Statement expires five years from the date it was filed in the office of the County Clerk. A new Fictitious Business Name Statement must be filed prior to that date. The filing of this statement does not of itself authorize the use in this state of a Fictitious Business Name in violation of the rights of another under federal, state, or common law (see section 14411 et seq. Business and Professions Code).: [1427, 1421, 1578, 1502]
- notice-heading-line: FICTITIOUS BUSINESS NAME STATEMENT: [795, 1531, 902, 1537]
- notice-body: The following person(s) is (are) doing business as: MVN AUTO BODY & PAINT, 9834 LOWER AZUSA RD., EL MONTE, CA 91731. Full name of registrant(s) is (are) MVN COLLISION INC., 9834 LOWER AZUSA RD., EL MONTE, CA 91731. This Business is conducted by: A CORPORATION. Signed: VICTOR M. NAVARRO, PRESIDENT. This statement was filed with the County Clerk of Los Angeles County on 05/25/2022. The registrant(s) has (have) commenced to transact business under the fictitious business name or names listed above on N/A. NOTICE- This Fictitious Name Statement expires five years from the date it was filed in the office of the County Clerk. A new Fictitious Business Name Statement must be filed prior to that date. The filing of this statement does not of itself authorize the use in this state of a Fictitious Business Name in violation of the rights of another under federal, state, or common law (see section 14411 et seq. Business and Professions Code).: [1111, 44, 1421, 2074]
- notice-publish-line: Publish: Mountain Views News/DC: [1427, 726, 1500, 733]
- notice-publish-line: Dates Pub: JUNE 18, 25 JULY 02, 09, 2022: [164, 1437, 253, 1443]
- notice-publish-line: Dates Pub: MAY 28, JUNE 04, 11, 18, 2022: [795, 975, 885, 981]
- notice-heading-line: File No. 2022-120455: [637, 466, 683, 472]
- legal-notice: [1111, 1137, 1262, 1247]
- notice-publish-line: Dates Pub: JUNE 11, 18, 25 JULY 02, 2022: [164, 547, 252, 553]
- notice-publish-line: Publish: Mountain Views News/DC: [795, 1744, 869, 1750]
- notice-heading-line: FICTITIOUS BUSINESS NAME STATEMENT: [1585, 489, 1690, 495]
- notice-publish-line: Publish: Mountain Views News/DC: [637, 1548, 711, 1554]
- notice-body: The following person(s) is (are) doing business as: J & K TRUCKING, 1547 PUENTE AVE., BALDWIN PARK, CA 91706. Full name of registrant(s) is (are) HOVIK KARAPETYAN, 1547 PUENTE AVE., BALDWIN PARK, CA 91706. This Business is conducted by: AN INDIVIDUAL. Signed: HOVIK KARAPETYAN. This statement was filed with the County Clerk of Los Angeles County on 05/31/2022. The registrant(s) has (have) commenced to transact business under the fictitious business name or names listed above on 05/2022. NOTICE- This Fictitious Name Statement expires five years from the date it was filed in the office of the County Clerk. A new Fictitious Business Name Statement must be filed prior to that date. The filing of this statement does not of itself authorize the use in this state of a Fictitious Business Name in violation of the rights of another under federal, state, or common law (see section 14411 et seq. Business and Professions Code).: [795, 1323, 946, 1403]
- notice-heading-line: FICTITIOUS BUSINESS NAME STATEMENT: [637, 125, 743, 131]
- notice-publish-line: Publish: Mountain Views News/DC: [480, 136, 553, 142]
- legal-notice: [638, 1242, 789, 1345]
- notice-heading-line: FICTITIOUS BUSINESS NAME STATEMENT: [1427, 964, 1533, 970]
- notice-publish-line: Dates Pub: MAY 28, JUNE 04, 11, 18, 2022: [953, 720, 1043, 726]
- notice-publish-line: Publish: Mountain Views News/DC: [637, 1223, 711, 1230]
- notice-body: The following person(s) is (are) doing business as: MVN AUTO BODY & PAINT, 9834 LOWER AZUSA RD., EL MONTE, CA 91731. Full name of registrant(s) is (are) MVN COLLISION INC., 9834 LOWER AZUSA RD., EL MONTE, CA 91731. This Business is conducted by: A CORPORATION. Signed: VICTOR M. NAVARRO, PRESIDENT. This statement was filed with the County Clerk of Los Angeles County on 05/25/2022. The registrant(s) has (have) commenced to transact business under the fictitious business name or names listed above on N/A. NOTICE- This Fictitious Name Statement expires five years from the date it was filed in the office of the County Clerk. A new Fictitious Business Name Statement must be filed prior to that date. The filing of this statement does not of itself authorize the use in this state of a Fictitious Business Name in violation of the rights of another under federal, state, or common law (see section 14411 et seq. Business and Professions Code).: [1427, 1531, 1578, 1611]
- notice-body: The following person(s) is (are) doing business as: SUNRISE DENTAL STUDIO, 500 S. FIRST AVE., STE. 210, ARCADIA, CA 91006. Full name of registrant(s) is (are) SUNRISE DENTAL GROUP LLC, 500 S. FIRST AVE., STE. 210, ARCADIA, CA 91006. This Business is conducted by: A LIMITED LIABILITY COMPANY. Signed: ANNA H. KIM, MANAGING MEMBER. This statement was filed with the County Clerk of Los Angeles County on 05/20/2022. The registrant(s) has (have) commenced to transact business under the fictitious business name or names listed above on 04/2022. NOTICE- This Fictitious Name Statement expires five years from the date it was filed in the office of the County Clerk. A new Fictitious Business Name Statement must be filed prior to that date. The filing of this statement does not of itself authorize the use in this state of a Fictitious Business Name in violation of the rights of another under federal, state, or common law (see section 14411 et seq. Business and Professions Code).: [953, 629, 1104, 715]
- notice-heading-line: FICTITIOUS BUSINESS NAME STATEMENT: [322, 1085, 427, 1092]
- notice-heading-line: File No. 2022-123307: [1269, 438, 1315, 443]
- notice-heading-line: FICTITIOUS BUSINESS NAME STATEMENT: [1427, 1299, 1533, 1305]
- legal-notice: [796, 872, 946, 981]
- notice-heading-line: FICTITIOUS BUSINESS NAME STATEMENT: [164, 779, 270, 785]
- notice-publish-line: Publish: Mountain Views News/DC: [953, 1710, 1027, 1716]
- notice-heading-line: FICTITIOUS BUSINESS NAME STATEMENT: [953, 941, 1059, 947]
- legal-notice: [796, 1196, 946, 1305]
- notice-publish-line: Dates Pub: JUNE 18, 25 JULY 02, 09, 2022: [1585, 697, 1674, 704]
- notice-publish-line: Dates Pub: JUNE 11, 18, 25 JULY 02, 2022: [6, 1917, 95, 1924]
- notice-heading-line: FICTITIOUS BUSINESS NAME STATEMENT: [795, 1762, 902, 1768]
- legal-notice: [164, 443, 315, 553]
- notice-publish-line: Publish: Mountain Views News/DC: [953, 44, 1027, 50]
- notice-publish-line: Publish: Mountain Views News/DC: [1111, 784, 1185, 790]
- notice-body: The following person(s) is (are) doing business as: SAKURA SUSHI & GRILL, 606 W. DUARTE RD., MONROVIA, CA 91016. Full name of registrant(s) is (are) SAKURA M&E CORPORATION, 606 W. DUARTE RD., MONROVIA, CA 91016. This Business is conducted by: A CORPORATION. Signed: MIKIO ENDO, PRESIDENT. This statement was filed with the County Clerk of Los Angeles County on 05/31/2022. The registrant(s) has (have) commenced to transact business under the fictitious business name or names listed above on 06/2012. NOTICE- This Fictitious Name Statement expires five years from the date it was filed in the office of the County Clerk. A new Fictitious Business Name Statement must be filed prior to that date. The filing of this statement does not of itself authorize the use in this state of a Fictitious Business Name in violation of the rights of another under federal, state, or common law (see section 14411 et seq. Business and Professions Code).: [164, 1021, 315, 1103]
- notice-publish-line: Dates Pub: JUNE 04, 11, 18, 25, 2022: [6, 911, 84, 917]
- legal-notice: [480, 1496, 630, 1600]
- legal-notice: [480, 379, 630, 489]
- notice-heading-line: File No. 2022-125990: [953, 1843, 999, 1850]
- notice-body: The following person(s) is (are) doing business as: MVN AUTO BODY & PAINT, 9834 LOWER AZUSA RD., EL MONTE, CA 91731. Full name of registrant(s) is (are) MVN COLLISION INC., 9834 LOWER AZUSA RD., EL MONTE, CA 91731. This Business is conducted by: A CORPORATION. Signed: VICTOR M. NAVARRO, PRESIDENT. This statement was filed with the County Clerk of Los Angeles County on 05/25/2022. The registrant(s) has (have) commenced to transact business under the fictitious business name or names listed above on N/A. NOTICE- This Fictitious Name Statement expires five years from the date it was filed in the office of the County Clerk. A new Fictitious Business Name Statement must be filed prior to that date. The filing of this statement does not of itself authorize the use in this state of a Fictitious Business Name in violation of the rights of another under federal, state, or common law (see section 14411 et seq. Business and Professions Code).: [795, 773, 946, 854]
- notice-body: The following person(s) is (are) doing business as: SUNRISE DENTAL STUDIO, 500 S. FIRST AVE., STE. 210, ARCADIA, CA 91006. Full name of registrant(s) is (are) SUNRISE DENTAL GROUP LLC, 500 S. FIRST AVE., STE. 210, ARCADIA, CA 91006. This Business is conducted by: A LIMITED LIABILITY COMPANY. Signed: ANNA H. KIM, MANAGING MEMBER. This statement was filed with the County Clerk of Los Angeles County on 05/20/2022. The registrant(s) has (have) commenced to transact business under the fictitious business name or names listed above on 04/2022. NOTICE- This Fictitious Name Statement expires five years from the date it was filed in the office of the County Clerk. A new Fictitious Business Name Statement must be filed prior to that date. The filing of this statement does not of itself authorize the use in this state of a Fictitious Business Name in violation of the rights of another under federal, state, or common law (see section 14411 et seq. Business and Professions Code).: [6, 385, 158, 472]
- notice-publish-line: Dates Pub: JUNE 11, 18, 25 JULY 02, 2022: [6, 801, 95, 808]
- notice-publish-line: Publish: Mountain Views News/DC: [953, 1929, 1027, 1936]
- notice-publish-line: Dates Pub: JUNE 11, 18, 25 JULY 02, 2022: [322, 1629, 411, 1635]
- legal-notice: [1111, 1693, 1262, 1802]
- notice-heading-line: FICTITIOUS BUSINESS NAME STATEMENT: [1111, 478, 1217, 484]
- notice-publish-line: Dates Pub: JUNE 18, 25 JULY 02, 09, 2022: [480, 923, 569, 929]
- notice-publish-line: Publish: Mountain Views News/DC: [480, 1142, 553, 1148]
- notice-body: The following person(s) is (are) doing business as: J & K TRUCKING, 1547 PUENTE AVE., BALDWIN PARK, CA 91706. Full name of registrant(s) is (are) HOVIK KARAPETYAN, 1547 PUENTE AVE., BALDWIN PARK, CA 91706. This Business is conducted by: AN INDIVIDUAL. Signed: HOVIK KARAPETYAN. This statement was filed with the County Clerk of Los Angeles County on 05/31/2022. The registrant(s) has (have) commenced to transact business under the fictitious business name or names listed above on 05/2022. NOTICE- This Fictitious Name Statement expires five years from the date it was filed in the office of the County Clerk. A new Fictitious Business Name Statement must be filed prior to that date. The filing of this statement does not of itself authorize the use in this state of a Fictitious Business Name in violation of the rights of another under federal, state, or common law (see section 14411 et seq. Business and Professions Code).: [1427, 304, 1578, 386]
- notice-publish-line: Dates Pub: JUNE 18, 25 JULY 02, 09, 2022: [795, 414, 884, 420]
- notice-publish-line: Publish: Mountain Views News/DC: [1111, 1454, 1185, 1461]
- notice-heading-line: FICTITIOUS BUSINESS NAME STATEMENT: [6, 1929, 112, 1936]
- notice-heading-line: File No. 2022-121433: [953, 513, 999, 519]
- notice-publish-line: Dates Pub: JUNE 18, 25 JULY 02, 09, 2022: [322, 1183, 411, 1189]
- legal-notice: [638, 906, 789, 1010]
- legal-notice: [954, 288, 1104, 391]
- notice-publish-line: Dates Pub: JUNE 18, 25 JULY 02, 09, 2022: [164, 998, 253, 1004]
- notice-publish-line: Publish: Mountain Views News/DC: [6, 1576, 80, 1582]
- legal-notice: [1427, 1855, 1577, 1947]
- notice-heading-line: FICTITIOUS BUSINESS NAME STATEMENT: [1269, 883, 1375, 889]
- legal-notice: [6, 1033, 157, 1143]
- notice-heading-line: FICTITIOUS BUSINESS NAME STATEMENT: [164, 1010, 270, 1016]
- notice-body: The following person(s) is (are) doing business as: MONROVIA FAMILY CHIROPRACTIC, 415 S. MYRTLE AVE., MONROVIA, CA 91016. Full name of registrant(s) is (are) DAVID K. NGUYEN, D.C., 415 S. MYRTLE AVE., MONROVIA, CA 91016. This Business is conducted by: AN INDIVIDUAL. Signed: DAVID K. NGUYEN. This statement was filed with the County Clerk of Los Angeles County on 06/03/2022. The registrant(s) has (have) commenced to transact business under the fictitious business name or names listed above on N/A. NOTICE- This Fictitious Name Statement expires five years from the date it was filed in the office of the County Clerk. A new Fictitious Business Name Statement must be filed prior to that date. The filing of this statement does not of itself authorize the use in this state of a Fictitious Business Name in violation of the rights of another under federal, state, or common law (see section 14411 et seq. Business and Professions Code).: [1269, 669, 1421, 750]
- notice-body: The following person(s) is (are) doing business as: MVN AUTO BODY & PAINT, 9834 LOWER AZUSA RD., EL MONTE, CA 91731. Full name of registrant(s) is (are) MVN COLLISION INC., 9834 LOWER AZUSA RD., EL MONTE, CA 91731. This Business is conducted by: A CORPORATION. Signed: VICTOR M. NAVARRO, PRESIDENT. This statement was filed with the County Clerk of Los Angeles County on 05/25/2022. The registrant(s) has (have) commenced to transact business under the fictitious business name or names listed above on N/A. NOTICE- This Fictitious Name Statement expires five years from the date it was filed in the office of the County Clerk. A new Fictitious Business Name Statement must be filed prior to that date. The filing of this statement does not of itself authorize the use in this state of a Fictitious Business Name in violation of the rights of another under federal, state, or common law (see section 14411 et seq. Business and Professions Code).: [953, 518, 1104, 599]
- legal-notice: [1111, 802, 1262, 906]
- notice-publish-line: Publish: Mountain Views News/DC: [953, 2045, 1027, 2052]
- notice-publish-line: Publish: Mountain Views News/DC: [6, 1357, 80, 1363]
- notice-heading-line: File No. 2022-118996: [1427, 1750, 1473, 1757]
- notice-heading-line: File No. 2022-119874: [1269, 1889, 1315, 1895]
- notice-heading-line: FILE NO. 2022-120889: [164, 345, 215, 351]
- notice-heading-line: FICTITIOUS BUSINESS NAME STATEMENT: [1585, 148, 1690, 155]
- notice-body: The following person(s) is (are) doing business as: HIGHLAND HOME CARE SERVICES, 1245 E. HUNTINGTON DR., DUARTE, CA 91010. Full name of registrant(s) is (are) HIGHLAND CARE GROUP LLC, 1245 E. HUNTINGTON DR., DUARTE, CA 91010. This Business is conducted by: A LIMITED LIABILITY COMPANY. Signed: GRACE O. ADEYEMI, MANAGER. This statement was filed with the County Clerk of Los Angeles County on 05/26/2022. The registrant(s) has (have) commenced to transact business under the fictitious business name or names listed above on N/A. NOTICE- This Fictitious Name Statement expires five years from the date it was filed in the office of the County Clerk. A new Fictitious Business Name Statement must be filed prior to that date. The filing of this statement does not of itself authorize the use in this state of a Fictitious Business Name in violation of the rights of another under federal, state, or common law (see section 14411 et seq. Business and Professions Code).: [953, 183, 1104, 270]
- notice-body: The following person(s) is (are) doing business as: THE COFFEE SPOT, 901 S. GARFIELD AVE., ALHAMBRA, CA 91801. Full name of registrant(s) is (are) LILIANA MENDOZA, 318 N. MONTEREY ST., ALHAMBRA, CA 91801. This Business is conducted by: AN INDIVIDUAL. Signed: LILIANA MENDOZA. This statement was filed with the County Clerk of Los Angeles County on 05/23/2022. The registrant(s) has (have) commenced to transact business under the fictitious business name or names listed above on N/A. NOTICE- This Fictitious Name Statement expires five years from the date it was filed in the office of the County Clerk. A new Fictitious Business Name Statement must be filed prior to that date. The filing of this statement does not of itself authorize the use in this state of a Fictitious Business Name in violation of the rights of another under federal, state, or common law (see section 14411 et seq. Business and Professions Code).: [322, 987, 473, 1068]
- notice-heading-line: File No. 2022-122498: [953, 1514, 999, 1520]
- notice-heading-line: File No. 2022-125663: [1427, 860, 1473, 866]
- notice-heading-line: FICTITIOUS BUSINESS NAME STATEMENT: [637, 461, 743, 467]
- legal-notice: [322, 525, 472, 634]
- notice-publish-line: Publish: Mountain Views News/DC: [480, 1478, 553, 1484]
- notice-heading-line: FICTITIOUS BUSINESS NAME STATEMENT: [164, 1785, 270, 1791]
- notice-publish-line: Dates Pub: JUNE 04, 11, 18, 25, 2022: [1111, 899, 1189, 906]
- notice-heading-line: File No. 2022-120455: [6, 1490, 52, 1496]
- notice-body: The following person(s) is (are) doing business as: GOLDEN ARROW CLEANING SERVICES, 2654 E. COLORADO BLVD., PASADENA, CA 91107. Full name of registrant(s) is (are) MARIA G. TORRES, 1130 N. ALLEN AVE., PASADENA, CA 91104. This Business is conducted by: AN INDIVIDUAL. Signed: MARIA G. TORRES. This statement was filed with the County Clerk of Los Angeles County on 05/24/2022. The registrant(s) has (have) commenced to transact business under the fictitious business name or names listed above on 05/2017. NOTICE- This Fictitious Name Statement expires five years from the date it was filed in the office of the County Clerk. A new Fictitious Business Name Statement must be filed prior to that date. The filing of this statement does not of itself authorize the use in this state of a Fictitious Business Name in violation of the rights of another under federal, state, or common law (see section 14411 et seq. Business and Professions Code).: [6, 1941, 158, 2022]
- notice-heading-line: FICTITIOUS BUSINESS NAME STATEMENT: [480, 154, 585, 160]
- legal-notice: [1111, 1583, 1262, 1686]
- notice-body: The following person(s) is (are) doing business as: SAKURA SUSHI & GRILL, 606 W. DUARTE RD., MONROVIA, CA 91016. Full name of registrant(s) is (are) SAKURA M&E CORPORATION, 606 W. DUARTE RD., MONROVIA, CA 91016. This Business is conducted by: A CORPORATION. Signed: MIKIO ENDO, PRESIDENT. This statement was filed with the County Clerk of Los Angeles County on 05/31/2022. The registrant(s) has (have) commenced to transact business under the fictitious business name or names listed above on 06/2012. NOTICE- This Fictitious Name Statement expires five years from the date it was filed in the office of the County Clerk. A new Fictitious Business Name Statement must be filed prior to that date. The filing of this statement does not of itself authorize the use in this state of a Fictitious Business Name in violation of the rights of another under federal, state, or common law (see section 14411 et seq. Business and Professions Code).: [637, 252, 789, 333]
- notice-publish-line: Publish: Mountain Views News/DC: [322, 1848, 395, 1854]
- legal-notice: [954, 1057, 1104, 1160]
- notice-heading-line: FICTITIOUS BUSINESS NAME STATEMENT: [322, 865, 427, 872]
- notice-publish-line: Dates Pub: MAY 28, JUNE 04, 11, 18, 2022: [6, 477, 95, 484]
- notice-heading-line: FICTITIOUS BUSINESS NAME STATEMENT: [637, 680, 743, 686]
- footer-email: Email: editor@mtnviewsnews.com: [764, 2089, 903, 2098]
- notice-heading-line: FICTITIOUS BUSINESS NAME STATEMENT: [164, 1675, 270, 1682]
- notice-publish-line: Dates Pub: MAY 28, JUNE 04, 11, 18, 2022: [322, 1744, 412, 1750]
- notice-body: The following person(s) is (are) doing business as: J & K TRUCKING, 1547 PUENTE AVE., BALDWIN PARK, CA 91706. Full name of registrant(s) is (are) HOVIK KARAPETYAN, 1547 PUENTE AVE., BALDWIN PARK, CA 91706. This Business is conducted by: AN INDIVIDUAL. Signed: HOVIK KARAPETYAN. This statement was filed with the County Clerk of Los Angeles County on 05/31/2022. The registrant(s) has (have) commenced to transact business under the fictitious business name or names listed above on 05/2022. NOTICE- This Fictitious Name Statement expires five years from the date it was filed in the office of the County Clerk. A new Fictitious Business Name Statement must be filed prior to that date. The filing of this statement does not of itself authorize the use in this state of a Fictitious Business Name in violation of the rights of another under federal, state, or common law (see section 14411 et seq. Business and Professions Code).: [953, 1068, 1104, 1149]
- notice-publish-line: Dates Pub: JUNE 18, 25 JULY 02, 09, 2022: [953, 159, 1042, 166]
- notice-publish-line: Dates Pub: JUNE 04, 11, 18, 25, 2022: [1111, 240, 1189, 246]
- legal-notice: [1585, 820, 1735, 923]
- notice-heading-line: File No. 2022-118996: [1269, 229, 1315, 235]
- notice-publish-line: Dates Pub: JUNE 11, 18, 25 JULY 02, 2022: [953, 275, 1042, 282]
- notice-publish-line: Publish: Mountain Views News/DC: [953, 1600, 1027, 1606]
- notice-publish-line: Dates Pub: JUNE 11, 18, 25 JULY 02, 2022: [164, 1883, 252, 1889]
- notice-body: The following person(s) is (are) doing business as: SGV MOBILE WELDING, 5214 TEMPLE CITY BLVD., TEMPLE CITY, CA 91780. Full name of registrant(s) is (are) OSCAR HERNANDEZ, 5214 TEMPLE CITY BLVD., TEMPLE CITY, CA 91780. This Business is conducted by: AN INDIVIDUAL. Signed: OSCAR HERNANDEZ. This statement was filed with the County Clerk of Los Angeles County on 06/08/2022. The registrant(s) has (have) commenced to transact business under the fictitious business name or names listed above on 06/2022. NOTICE- This Fictitious Name Statement expires five years from the date it was filed in the office of the County Clerk. A new Fictitious Business Name Statement must be filed prior to that date. The filing of this statement does not of itself authorize the use in this state of a Fictitious Business Name in violation of the rights of another under federal, state, or common law (see section 14411 et seq. Business and Professions Code).: [637, 582, 789, 663]
- notice-heading-line: FICTITIOUS BUSINESS NAME STATEMENT: [480, 1270, 585, 1276]
- legal-notice: [6, 1484, 157, 1588]
- legal-notice: [638, 1901, 789, 2011]
- notice-heading-line: File No. 2022-126004: [6, 1155, 52, 1161]
- notice-heading-line: FICTITIOUS BUSINESS NAME STATEMENT: [1585, 819, 1690, 825]
- notice-publish-line: Dates Pub: JUNE 11, 18, 25 JULY 02, 2022: [6, 1021, 95, 1027]
